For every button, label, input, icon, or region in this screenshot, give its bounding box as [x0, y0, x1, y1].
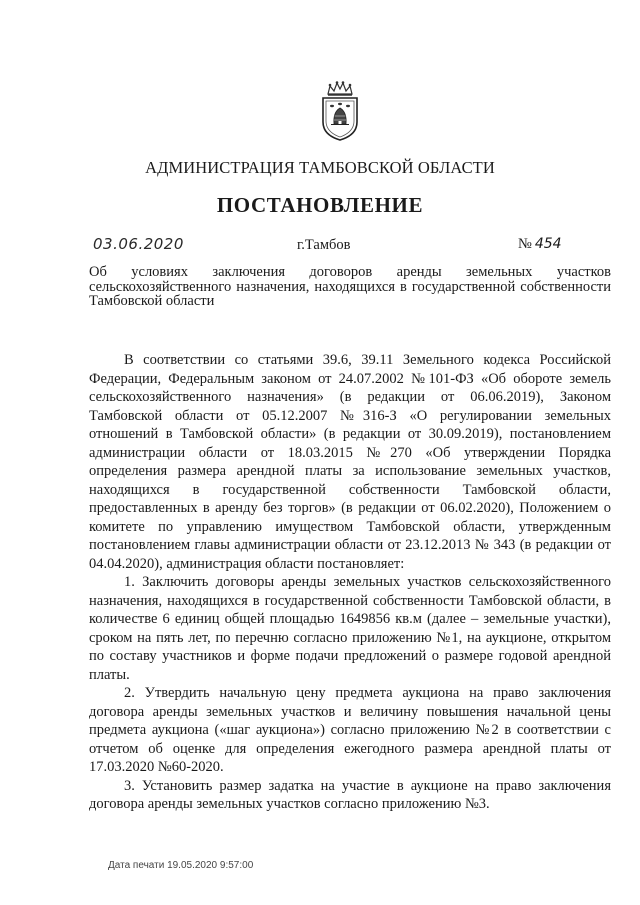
organization-title: АДМИНИСТРАЦИЯ ТАМБОВСКОЙ ОБЛАСТИ — [145, 158, 495, 177]
document-body — [89, 351, 611, 814]
body-paragraph-item-1: 1. Заключить договоры аренды земельных участков сельскохозяйственного назначения, находящихся в государственной собственности Тамбовской области, в количестве 6 единиц общей площадью 1649856 кв.м (далее – земельные участки), сроком на пять лет, по перечню согласно приложению №1, на аукционе, открытом по составу участников и форме подачи предложений о размере годовой арендной платы. — [89, 574, 611, 683]
body-paragraph-preamble: В соответствии со статьями 39.6, 39.11 Земельного кодекса Российской Федерации, Федеральным законом от 24.07.2002 №101-ФЗ «Об обороте земель сельскохозяйственного назначения» (в редакции от 06.06.2019), Законом Тамбовской области от 05.12.2007 №316-З «О регулировании земельных отношений в Тамбовской области» (в редакции от 30.09.2019), постановлением администрации области от 18.03.2015 №270 «Об утверждении Порядка определения размера арендной платы за использование земельных участков, находящихся в государственной собственности Тамбовской области, предоставленных в аренду без торгов» (в редакции от 06.02.2020), Положением о комитете по управлению имуществом Тамбовской области, утвержденным постановлением главы администрации области от 23.12.2013 № 343 (в редакции от 04.04.2020), администрация области постановляет: — [89, 352, 611, 572]
number-sign: № — [518, 236, 532, 252]
document-subject: Об условиях заключения договоров аренды земельных участков сельскохозяйственного назначения, находящихся в государственной собственности Тамбовской области — [89, 264, 611, 309]
body-paragraph-item-3: 3. Установить размер задатка на участие в аукционе на право заключения договора аренды земельных участков согласно приложению №3. — [89, 777, 611, 812]
coat-of-arms-icon — [318, 80, 362, 142]
document-number — [518, 236, 562, 253]
document-date: 03.06.2020 — [93, 235, 184, 253]
print-date: Дата печати 19.05.2020 9:57:00 — [108, 860, 254, 871]
number-value: 454 — [534, 236, 562, 252]
document-type-heading: ПОСТАНОВЛЕНИЕ — [216, 193, 424, 217]
body-paragraph-item-2: 2. Утвердить начальную цену предмета аукциона на право заключения договора аренды земельных участков и величину повышения начальной цены предмета аукциона («шаг аукциона») согласно приложению №2 в соответствии с отчетом об оценке для определения ежегодного размера арендной платы от 17.03.2020 №60-2020. — [89, 685, 611, 775]
document-city: г.Тамбов — [297, 237, 351, 253]
